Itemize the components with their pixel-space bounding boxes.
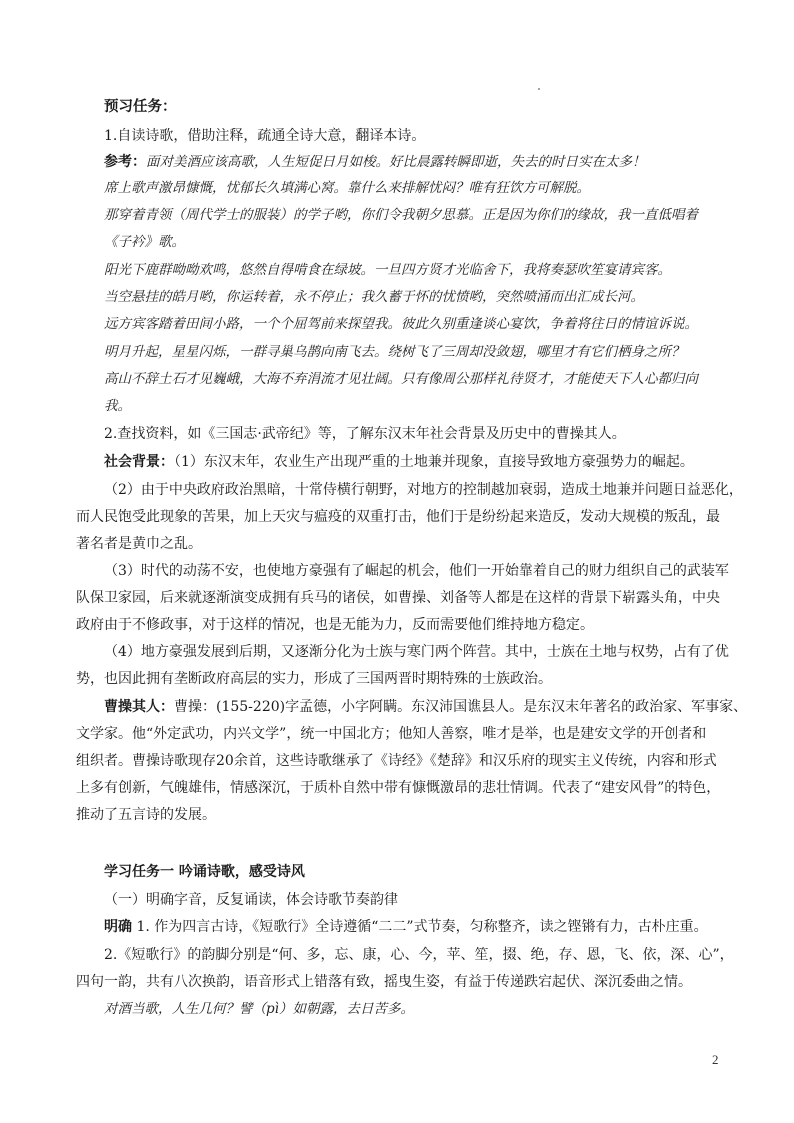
translation-line-4: 《子衿》歌。 (104, 234, 185, 250)
social-3-line-1: （3）时代的动荡不安，也使地方豪强有了崛起的机会，他们一开始靠着自己的财力组织自己的武装军 (104, 563, 729, 579)
task-one-heading: 学习任务一 吟诵诗歌，感受诗风 (104, 864, 305, 880)
translation-line-1 (104, 152, 646, 172)
translation-line-9: 高山不辞土石才见巍峨，大海不弃涓流才见壮阔。只有像周公那样礼待贤才，才能使天下人心都归向 (104, 371, 698, 387)
task1-text: 1.自读诗歌，借助注释，疏通全诗大意，翻译本诗。 (104, 128, 426, 144)
caocao-line-3: 组织者。曹操诗歌现存20余首，这些诗歌继承了《诗经》《楚辞》和汉乐府的现实主义传统，内容和形式 (76, 753, 717, 769)
caocao-line-2: 文学家。他“外定武功，内兴文学”，统一中国北方；他知人善察，唯才是举，也是建安文学的开创者和 (76, 726, 707, 742)
social-2-line-3: 著名者是黄巾之乱。 (76, 536, 202, 552)
translation-line-7: 远方宾客踏着田间小路，一个个屈驾前来探望我。彼此久别重逢谈心宴饮，争着将往日的情谊诉说。 (104, 316, 698, 332)
social-2-line-2: 而人民饱受此现象的苦果，加上天灾与瘟疫的双重打击，他们于是纷纷起来造反，发动大规模的叛乱，最 (76, 509, 720, 525)
caocao-line-1 (104, 697, 747, 717)
translation-text-1: 面对美酒应该高歌，人生短促日月如梭。好比晨露转瞬即逝，失去的时日实在太多！ (146, 154, 646, 170)
translation-line-6: 当空悬挂的皓月哟，你运转着，永不停止；我久蓄于怀的忧愤哟，突然喷涌而出汇成长河。 (104, 289, 644, 305)
translation-line-3: 那穿着青领（周代学士的服装）的学子哟，你们令我朝夕思慕。正是因为你们的缘故，我一直低唱着 (104, 207, 698, 223)
poem-line-1: 对酒当歌，人生几何？譬（pì）如朝露，去日苦多。 (104, 1001, 414, 1017)
social-text-1: （1）东汉末年，农业生产出现严重的土地兼并现象，直接导致地方豪强势力的崛起。 (174, 454, 694, 470)
translation-line-5: 阳光下鹿群呦呦欢鸣，悠然自得啃食在绿坡。一旦四方贤才光临舍下，我将奏瑟吹笙宴请宾客。 (104, 262, 671, 278)
clarify-text-1: 1. 作为四言古诗，《短歌行》全诗遵循“二二”式节奏，匀称整齐，读之铿锵有力，古朴庄重。 (132, 919, 708, 935)
task2-text: 2.查找资料，如《三国志·武帝纪》等，了解东汉末年社会背景及历史中的曹操其人。 (104, 426, 626, 442)
caocao-line-4: 上多有创新，气魄雄伟，情感深沉，于质朴自然中带有慷慨激昂的悲壮情调。代表了“建安风骨”的特色， (76, 780, 721, 796)
social-background-label: 社会背景： (104, 454, 174, 470)
social-3-line-2: 队保卫家园，后来就逐渐演变成拥有兵马的诸侯，如曹操、刘备等人都是在这样的背景下崭露头角，中央 (76, 590, 720, 606)
social-2-line-1: （2）由于中央政府政治黑暗，十常侍横行朝野，对地方的控制越加衰弱，造成土地兼并问题日益恶化， (104, 482, 743, 498)
clarify-label: 明确 (104, 919, 132, 935)
task-one-sub1: （一）明确字音，反复诵读，体会诗歌节奏韵律 (104, 892, 398, 908)
social-line-1 (104, 452, 694, 472)
preview-heading: 预习任务： (104, 98, 177, 115)
caocao-line-5: 推动了五言诗的发展。 (76, 807, 216, 823)
social-4-line-1: （4）地方豪强发展到后期，又逐渐分化为士族与寒门两个阵营。其中，士族在土地与权势，占有了优 (104, 644, 729, 660)
clarify-line-1 (104, 917, 708, 937)
page-number: 2 (712, 1052, 719, 1067)
clarify-2-line-1: 2.《短歌行》的韵脚分别是“何、多，忘、康，心、今，苹、笙，掇、绝，存、恩，飞、依，深、心”， (104, 947, 734, 963)
caocao-text-1: 曹操：(155-220)字孟德，小字阿瞒。东汉沛国谯县人。是东汉末年著名的政治家、军事家、 (174, 699, 748, 715)
translation-line-2: 席上歌声激昂慷慨，忧郁长久填满心窝。靠什么来排解忧闷？唯有狂饮方可解脱。 (104, 180, 590, 196)
translation-line-10: 我。 (104, 398, 131, 414)
caocao-label: 曹操其人： (104, 699, 174, 715)
reference-label: 参考： (104, 154, 146, 170)
scan-speck (538, 88, 540, 90)
translation-line-8: 明月升起，星星闪烁，一群寻巢乌鹊向南飞去。绕树飞了三周却没敛翅，哪里才有它们栖身之所？ (104, 344, 685, 360)
social-4-line-2: 势，也因此拥有垄断政府高层的实力，形成了三国两晋时期特殊的士族政治。 (76, 671, 552, 687)
social-3-line-3: 政府由于不修政事，对于这样的情况，也是无能为力，反而需要他们维持地方稳定。 (76, 617, 594, 633)
clarify-2-line-2: 四句一韵，共有八次换韵，语音形式上错落有致，摇曳生姿，有益于传递跌宕起伏、深沉委曲之情。 (76, 974, 692, 990)
